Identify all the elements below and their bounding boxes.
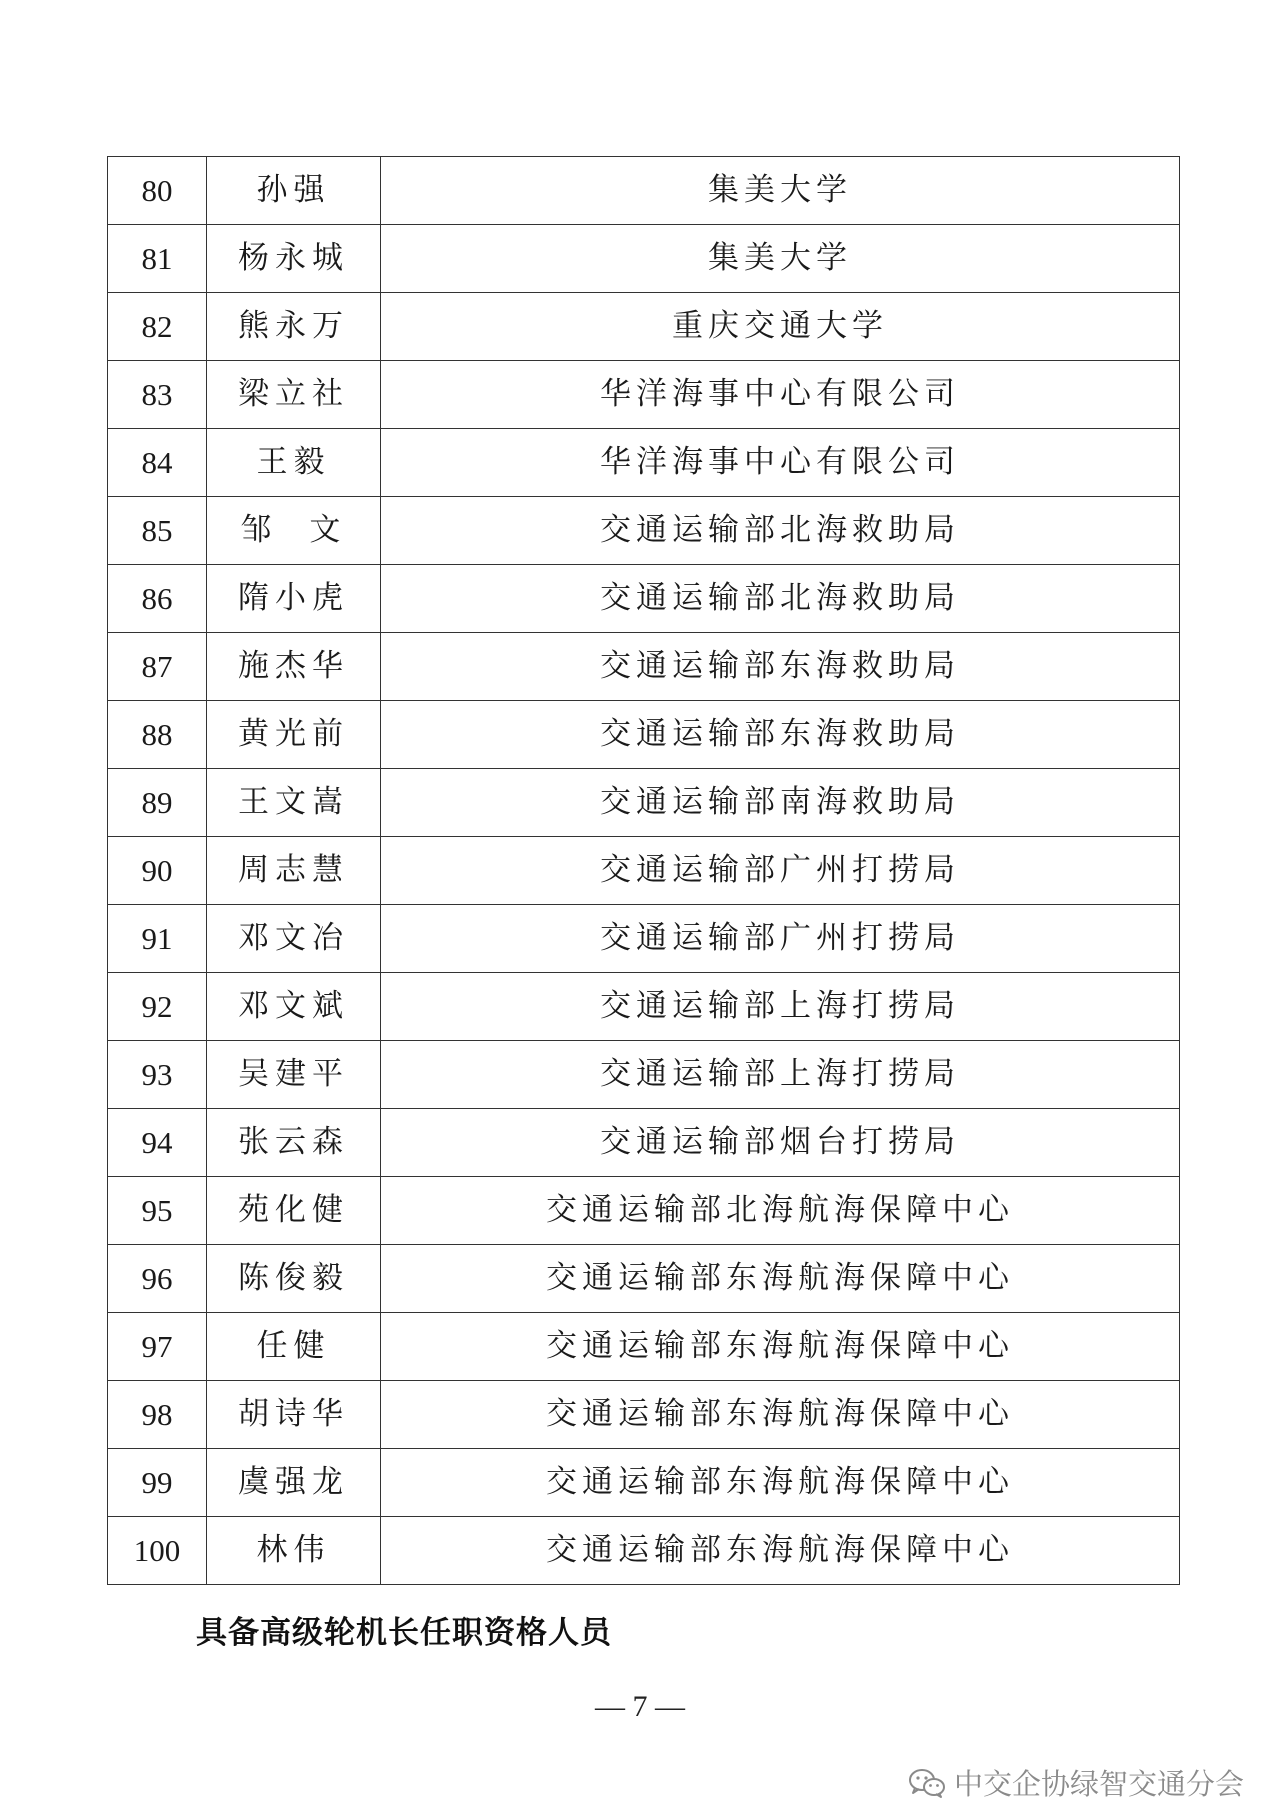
personnel-table [107,156,1180,1585]
row-number: 94 [108,1109,207,1177]
organization: 集美大学 [381,157,1180,225]
row-number: 90 [108,837,207,905]
row-number: 91 [108,905,207,973]
organization: 重庆交通大学 [381,293,1180,361]
table-row [108,1449,1180,1517]
person-name: 虞强龙 [207,1449,381,1517]
organization: 交通运输部东海航海保障中心 [381,1245,1180,1313]
table-row [108,837,1180,905]
person-name: 王文嵩 [207,769,381,837]
wechat-watermark [908,1762,1244,1803]
organization: 交通运输部烟台打捞局 [381,1109,1180,1177]
table-row [108,1313,1180,1381]
table-row [108,293,1180,361]
row-number: 88 [108,701,207,769]
table-row [108,769,1180,837]
organization: 交通运输部东海航海保障中心 [381,1313,1180,1381]
person-name: 邓文冶 [207,905,381,973]
table-row [108,429,1180,497]
section-heading: 具备高级轮机长任职资格人员 [196,1615,612,1651]
row-number: 99 [108,1449,207,1517]
person-name: 陈俊毅 [207,1245,381,1313]
table-row [108,701,1180,769]
organization: 交通运输部东海航海保障中心 [381,1381,1180,1449]
organization: 交通运输部广州打捞局 [381,837,1180,905]
page-number: — 7 — [595,1690,685,1723]
watermark-text: 中交企协绿智交通分会 [953,1767,1244,1801]
table-row [108,1041,1180,1109]
row-number: 98 [108,1381,207,1449]
organization: 华洋海事中心有限公司 [381,429,1180,497]
table-row [108,973,1180,1041]
person-name: 孙强 [207,157,381,225]
row-number: 82 [108,293,207,361]
personnel-table-body [108,157,1180,1585]
organization: 交通运输部东海航海保障中心 [381,1449,1180,1517]
organization: 交通运输部上海打捞局 [381,973,1180,1041]
row-number: 84 [108,429,207,497]
organization: 交通运输部北海航海保障中心 [381,1177,1180,1245]
wechat-icon [908,1767,946,1799]
row-number: 85 [108,497,207,565]
organization: 集美大学 [381,225,1180,293]
table-row [108,1177,1180,1245]
table-row [108,1109,1180,1177]
row-number: 80 [108,157,207,225]
organization: 交通运输部东海航海保障中心 [381,1517,1180,1585]
row-number: 93 [108,1041,207,1109]
person-name: 苑化健 [207,1177,381,1245]
person-name: 施杰华 [207,633,381,701]
table-row [108,225,1180,293]
person-name: 任健 [207,1313,381,1381]
table-row [108,1381,1180,1449]
row-number: 97 [108,1313,207,1381]
row-number: 95 [108,1177,207,1245]
row-number: 87 [108,633,207,701]
person-name: 梁立社 [207,361,381,429]
row-number: 86 [108,565,207,633]
person-name: 熊永万 [207,293,381,361]
organization: 交通运输部东海救助局 [381,633,1180,701]
person-name: 隋小虎 [207,565,381,633]
table-row [108,565,1180,633]
table-row [108,905,1180,973]
table-row [108,1245,1180,1313]
table-row [108,497,1180,565]
row-number: 81 [108,225,207,293]
person-name: 王毅 [207,429,381,497]
row-number: 89 [108,769,207,837]
row-number: 96 [108,1245,207,1313]
row-number: 100 [108,1517,207,1585]
table-row [108,633,1180,701]
organization: 交通运输部广州打捞局 [381,905,1180,973]
table-row [108,1517,1180,1585]
person-name: 邓文斌 [207,973,381,1041]
person-name: 邹 文 [207,497,381,565]
table-row [108,157,1180,225]
row-number: 83 [108,361,207,429]
organization: 交通运输部南海救助局 [381,769,1180,837]
person-name: 林伟 [207,1517,381,1585]
row-number: 92 [108,973,207,1041]
person-name: 张云森 [207,1109,381,1177]
person-name: 杨永城 [207,225,381,293]
organization: 交通运输部上海打捞局 [381,1041,1180,1109]
person-name: 周志慧 [207,837,381,905]
organization: 交通运输部东海救助局 [381,701,1180,769]
person-name: 胡诗华 [207,1381,381,1449]
organization: 交通运输部北海救助局 [381,497,1180,565]
organization: 华洋海事中心有限公司 [381,361,1180,429]
table-row [108,361,1180,429]
person-name: 吴建平 [207,1041,381,1109]
person-name: 黄光前 [207,701,381,769]
organization: 交通运输部北海救助局 [381,565,1180,633]
